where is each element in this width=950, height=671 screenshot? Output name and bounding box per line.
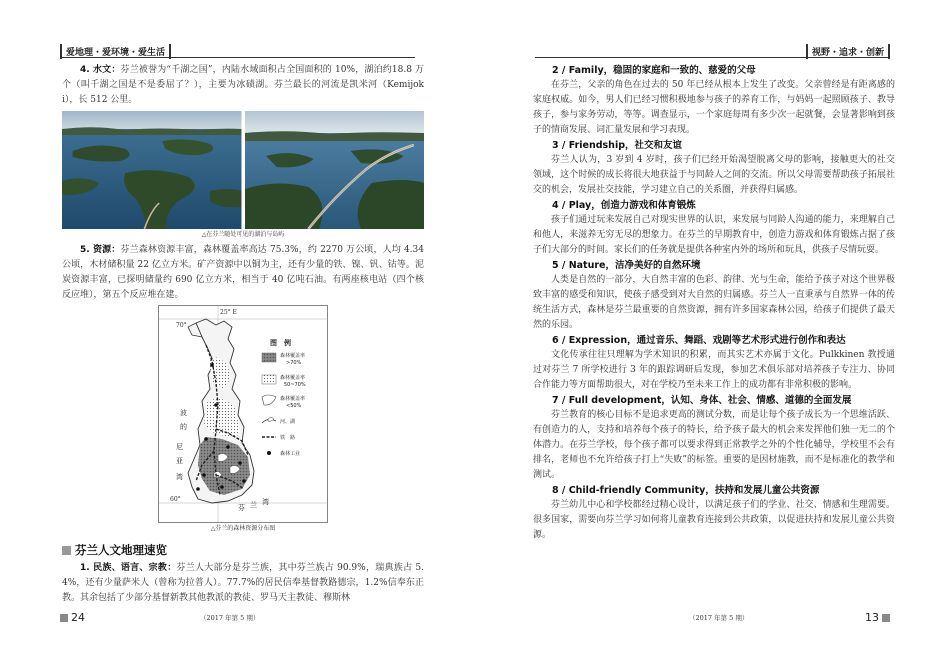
forest-map — [158, 305, 328, 523]
legend-sub-1: >70% — [286, 360, 302, 366]
ethnic-lead: 1. 民族、语言、宗教： — [80, 563, 177, 573]
lake-photos — [62, 111, 424, 229]
legend-sub-2: 50~70% — [284, 382, 306, 388]
item-text: 芬兰人认为，3 岁到 4 岁时，孩子们已经开始渴望脱离父母的影响，接触更大的社交领域，这个时候的成长将很大地获益于与同龄人之间的交流。所以父母需要帮助孩子拓展社交的机会，发展社交技能，学习建立自己的关系圈，并获得归属感。 — [533, 155, 895, 195]
ethnic-text: 芬兰人大部分是芬兰族，其中芬兰族占 90.9%，瑞典族占 5.4%，还有少量萨米人（曾称为拉普人）。77.7%的居民信奉基督教路德宗，1.2%信奉东正教。其余包括了少部分基督新教其他教派的教徒、罗马天主教徒、穆斯林 — [62, 563, 424, 603]
resources-text: 芬兰森林资源丰富，森林覆盖率高达 75.3%，约 2270 万公顷，人均 4.34公顷，木材储积量 22 亿立方米。矿产资源中以铜为主，还有少量的铁、镍、钒、钴等。泥炭资源丰富，已探明储量约 690 亿立方米，相当于 40 亿吨石油。有两座核电站（四个核反应堆），第五个反应堆在建。 — [62, 245, 424, 300]
item-nature — [533, 258, 895, 333]
map-lat-top: 70° — [176, 322, 187, 329]
left-header-tag: 爱地理・爱环境・爱生活 — [60, 44, 171, 59]
map-lon-label: 25° E — [220, 309, 237, 316]
right-page-number — [865, 611, 890, 624]
item-text: 芬兰教育的核心目标不是追求更高的测试分数，而是让每个孩子成长为一个思维活跃、有创造力的人，支持和培养每个孩子的特长，给予孩子最大的机会来发挥他们独一无二的个体潜力。在芬兰学校，每个孩子都可以要求得到正常教学之外的个性化辅导，学校里不会有排名，老师也不允许给孩子打上“失败”的标签。重要的是因材施教，而不是标准化的教学和测试。 — [533, 410, 895, 480]
water-paragraph — [62, 63, 424, 108]
right-header-tag: 视野・追求・创新 — [806, 44, 890, 59]
sea-char-1: 波 — [180, 409, 187, 417]
item-title: 8 / Child-friendly Community，扶持和发展儿童公共资源 — [552, 485, 820, 496]
sea-char-2: 的 — [180, 423, 187, 431]
item-title: 3 / Friendship，社交和友谊 — [552, 140, 682, 151]
gulf-char-2: 兰 — [250, 501, 257, 509]
item-title: 7 / Full development，认知、身体、社会、情感、道德的全面发展 — [552, 395, 852, 406]
item-friendship — [533, 138, 895, 198]
item-play — [533, 198, 895, 258]
item-title: 2 / Family，稳固的家庭和一致的、慈爱的父母 — [552, 65, 756, 76]
right-header-rule — [535, 57, 890, 58]
gulf-char-1: 芬 — [238, 504, 245, 512]
right-issue: （2017 年第 5 期） — [689, 614, 749, 622]
item-full-development — [533, 393, 895, 483]
page-square-icon — [882, 614, 890, 622]
sea-char-5: 湾 — [176, 473, 183, 481]
section-title-text: 芬兰人文地理速览 — [75, 543, 167, 557]
item-title: 5 / Nature，洁净美好的自然环境 — [552, 260, 701, 271]
section-title — [62, 542, 424, 558]
lake-photo-right — [245, 111, 425, 229]
item-title: 6 / Expression，通过音乐、舞蹈、戏剧等艺术形式进行创作和表达 — [552, 335, 846, 346]
left-page-number — [60, 611, 85, 624]
left-page-number-text: 24 — [71, 611, 85, 624]
map-caption: △芬兰的森林资源分布图 — [210, 525, 276, 532]
section-square-icon — [62, 546, 71, 555]
item-text: 在芬兰，父亲的角色在过去的 50 年已经从根本上发生了改变。父亲曾经是有距离感的家庭权威。如今，男人们已经习惯积极地参与孩子的养育工作，与妈妈一起照顾孩子、教导孩子，参与家务劳动，等等。调查显示，一个家庭每周有多少次一起就餐，会显著影响到孩子的情商发展、词汇量发展和学习表现。 — [533, 80, 895, 135]
gulf-char-3: 湾 — [262, 498, 269, 506]
left-column — [62, 63, 424, 606]
legend-label-2: 森林覆盖率 — [280, 375, 306, 381]
sea-char-4: 亚 — [176, 457, 183, 465]
water-lead: 4. 水文： — [80, 65, 121, 75]
item-text: 人类是自然的一部分，大自然丰富的色彩、韵律、光与生命，能给予孩子对这个世界极致丰富的感受和知识，使孩子感受到对大自然的归属感。芬兰人一直秉承与自然界一体的传统生活方式，森林是芬兰最重要的自然资源，拥有许多国家森林公园，给孩子们提供了最天然的乐园。 — [533, 275, 895, 330]
legend-label-4: 河、湖 — [280, 419, 296, 425]
right-page — [475, 0, 950, 671]
item-text: 文化传承往往只理解为学术知识的积累，而其实艺术亦属于文化。Pulkkinen 教授通过对芬兰 7 所学校进行 3 年的跟踪调研后发现，参加艺术俱乐部对培养孩子专注力、协同合作能力等方面帮助很大，对在学校乃至未来工作上的成功都有非常积极的影响。 — [533, 350, 895, 390]
left-issue: （2017 年第 5 期） — [200, 614, 260, 622]
legend-title: 图 例 — [270, 339, 291, 347]
legend-sub-3: <50% — [286, 403, 302, 409]
photo-caption: △在芬兰随处可见的湖泊与岛屿 — [201, 231, 285, 238]
item-title: 4 / Play，创造力游戏和体育锻炼 — [552, 200, 696, 211]
sea-char-3: 尼 — [176, 443, 183, 451]
lake-photo-left — [62, 111, 242, 229]
left-header-rule — [60, 57, 415, 58]
item-family — [533, 63, 895, 138]
legend-label-1: 森林覆盖率 — [280, 353, 306, 359]
right-page-number-text: 13 — [865, 611, 879, 624]
legend-label-3: 森林覆盖率 — [280, 396, 306, 402]
item-text: 孩子们通过玩来发展自己对现实世界的认识，来发展与同龄人沟通的能力，来理解自己和他人，来滋养无穷无尽的想象力。在芬兰的早期教育中，创造力游戏和体育锻炼占据了孩子们大部分的时间。家长们的任务就是提供各种室内外的场所和玩具，供孩子尽情玩耍。 — [533, 215, 895, 255]
ethnic-paragraph — [62, 561, 424, 606]
legend-label-5: 铁 路 — [280, 435, 296, 441]
legend-label-6: 森林工业 — [280, 451, 301, 457]
resources-paragraph — [62, 243, 424, 303]
item-expression — [533, 333, 895, 393]
item-text: 芬兰幼儿中心和学校都经过精心设计，以满足孩子们的学业、社交、情感和生理需要。很多国家，需要向芬兰学习如何将儿童教育连接到公共政策，以促进扶持和发展儿童公共资源。 — [533, 500, 895, 540]
water-text: 芬兰被誉为“千湖之国”，内陆水域面积占全国面积的 10%，湖泊约18.8 万个（叫千湖之国是不是委屈了？），主要为冰碛湖。芬兰最长的河流是凯米河（Kemijoki），长 512 公里。 — [62, 65, 424, 105]
map-lat-bottom: 60° — [170, 496, 181, 503]
resources-lead: 5. 资源： — [80, 245, 121, 255]
page-square-icon — [60, 614, 68, 622]
right-column — [533, 63, 895, 543]
item-child-friendly — [533, 483, 895, 543]
